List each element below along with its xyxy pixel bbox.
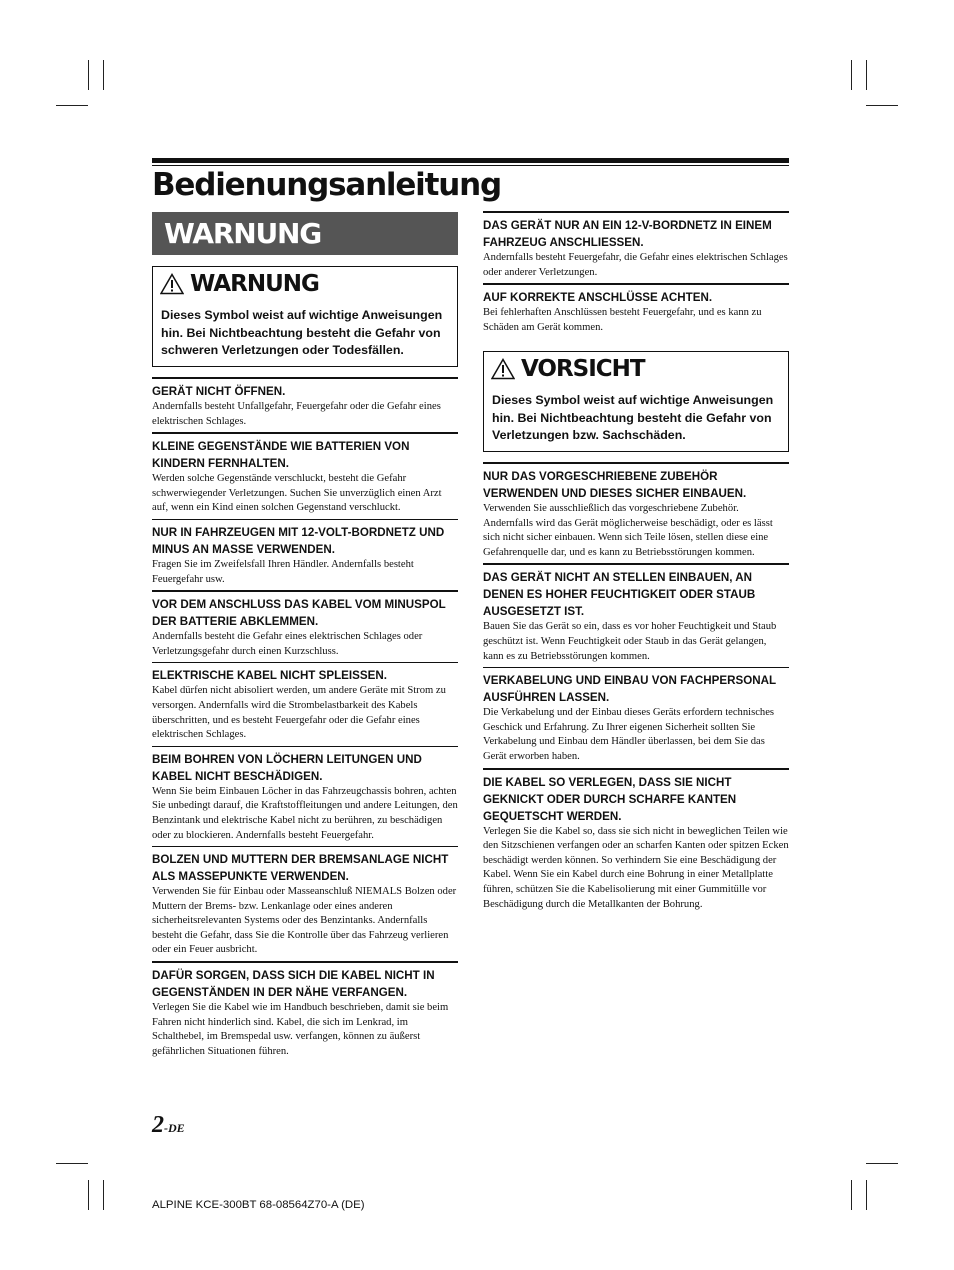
warning-section [483,667,789,764]
crop-mark [88,60,89,90]
section-heading: DAFÜR SORGEN, DASS SICH DIE KABEL NICHT IN GEGENSTÄNDEN IN DER NÄHE VERFANGEN. [152,969,435,1000]
section-body: Verwenden Sie für Einbau oder Masseanschluß NIEMALS Bolzen oder Muttern der Brems- bzw. Lenkanlage oder eines anderen sicherheitsrelevanten Systems oder des Benzintanks. Andernfalls besteht die Gefahr, dass Sie die Kontrolle über das Fahrzeug verlieren oder ein Feuer ausbricht. [152,886,457,956]
left-column [152,377,458,1062]
section-body: Kabel dürfen nicht abisoliert werden, um andere Geräte mit Strom zu versorgen. Andernfalls wird die Strombelastbarkeit des Kabels überschritten, und es besteht Feuergefahr oder die Gefahr eines elektrischen Schlages. [152,685,446,741]
section-body: Verwenden Sie ausschließlich das vorgeschriebene Zubehör. Andernfalls wird das Gerät möglicherweise beschädigt, oder es lässt sich nicht sicher einbauen. Wenn sich Teile lösen, stellen diese eine Gefahrenquelle dar, und es kann zu Betriebsstörungen kommen. [483,503,773,558]
crop-mark [866,105,898,106]
section-body: Bei fehlerhaften Anschlüssen besteht Feuergefahr, und es kann zu Schäden am Gerät kommen. [483,307,762,333]
section-body: Werden solche Gegenstände verschluckt, besteht die Gefahr schwerwiegender Verletzungen. Suchen Sie unverzüglich einen Arzt auf, wenn ein Kind einen solchen Gegenstand verschluckt. [152,473,442,514]
warning-section [483,211,789,280]
crop-mark [866,1180,867,1210]
caution-box [483,351,789,452]
page-number-value: 2 [152,1112,164,1138]
section-heading: BEIM BOHREN VON LÖCHERN LEITUNGEN UND KABEL NICHT BESCHÄDIGEN. [152,752,422,783]
warning-section [152,961,458,1059]
right-column-bottom [483,462,789,915]
warning-box-text: Dieses Symbol weist auf wichtige Anweisungen hin. Bei Nichtbeachtung besteht die Gefahr von schweren Verletzungen oder Todesfällen. [161,308,443,357]
section-heading: NUR DAS VORGESCHRIEBENE ZUBEHÖR VERWENDEN UND DIESES SICHER EINBAUEN. [483,470,747,500]
caution-box-text: Dieses Symbol weist auf wichtige Anweisungen hin. Bei Nichtbeachtung besteht die Gefahr von Verletzungen bzw. Sachschäden. [492,393,774,442]
section-body: Bauen Sie das Gerät so ein, dass es vor hoher Feuchtigkeit und Staub geschützt ist. Wenn Feuchtigkeit oder Staub in das Gerät gelangen, kann es zu Betriebsstörungen kommen. [483,621,777,662]
section-heading: VERKABELUNG UND EINBAU VON FACHPERSONAL AUSFÜHREN LASSEN. [483,674,776,705]
footer-model-code: ALPINE KCE-300BT 68-08564Z70-A (DE) [152,1199,365,1211]
warning-banner: WARNUNG [152,212,458,255]
warning-section [152,846,458,958]
right-column-top [483,211,789,338]
caution-box-title: VORSICHT [521,356,645,382]
section-body: Andernfalls besteht Feuergefahr, die Gefahr eines elektrischen Schlages oder anderer Verletzungen. [483,252,788,278]
page-title-text: Bedienungsanleitung [152,167,501,203]
warning-section [152,746,458,843]
section-heading: VOR DEM ANSCHLUSS DAS KABEL VOM MINUSPOL DER BATTERIE ABKLEMMEN. [152,598,446,629]
caution-box-header [484,352,788,386]
section-heading: NUR IN FAHRZEUGEN MIT 12-VOLT-BORDNETZ UND MINUS AN MASSE VERWENDEN. [152,525,445,556]
crop-mark [851,60,852,90]
section-heading: BOLZEN UND MUTTERN DER BREMSANLAGE NICHT ALS MASSEPUNKTE VERWENDEN. [152,853,449,884]
crop-mark [103,60,104,90]
warning-section [483,462,789,560]
crop-mark [103,1180,104,1210]
section-body: Die Verkabelung und der Einbau dieses Geräts erfordern technisches Geschick und Erfahrung. Zu Ihrer eigenen Sicherheit sollten Sie Verkabelung und Einbau dem Händler überlassen, bei dem Sie das Gerät erworben haben. [483,707,775,762]
warning-box-header [153,267,457,301]
crop-mark [851,1180,852,1210]
warning-triangle-icon [491,358,515,380]
section-heading: AUF KORREKTE ANSCHLÜSSE ACHTEN. [483,291,713,305]
crop-mark [56,105,88,106]
section-body: Andernfalls besteht Unfallgefahr, Feuergefahr oder die Gefahr eines elektrischen Schlages. [152,401,441,427]
section-heading: GERÄT NICHT ÖFFNEN. [152,385,286,398]
section-body: Wenn Sie beim Einbauen Löcher in das Fahrzeugchassis bohren, achten Sie unbedingt darauf, die Kraftstoffleitungen und andere Leitungen, den Benzintank und elektrische Kabel nicht zu berühren, zu beschädigen oder zu blockieren. Andernfalls besteht Feuergefahr. [152,785,458,841]
crop-mark [88,1180,89,1210]
warning-section [483,283,789,335]
section-heading: KLEINE GEGENSTÄNDE WIE BATTERIEN VON KINDERN FERNHALTEN. [152,440,410,471]
warning-section [152,432,458,516]
page-number-suffix: -DE [164,1121,185,1135]
warning-box [152,266,458,367]
section-body: Verlegen Sie die Kabel so, dass sie sich nicht in beweglichen Teilen wie den Sitzschienen verfangen oder an scharfen Kanten oder spitzen Ecken beschädigt werden können. So verhindern Sie eine Beschädigung der Kabel. Wenn Sie ein Kabel durch eine Bohrung in einer Metallplatte führen, schützen Sie die Kabelisolierung mit einer Gummitülle vor Beschädigung durch die Metallkanten der Bohrung. [483,825,789,910]
warning-section [152,662,458,742]
section-body: Verlegen Sie die Kabel wie im Handbuch beschrieben, damit sie beim Fahren nicht hinderlich sind. Kabel, die sich im Lenkrad, im Schalthebel, im Bremspedal usw. verfangen, können zu äußerst gefährlichen Situationen führen. [152,1002,449,1057]
section-heading: DIE KABEL SO VERLEGEN, DASS SIE NICHT GEKNICKT ODER DURCH SCHARFE KANTEN GEQUETSCHT WERDEN. [483,775,737,823]
section-heading: DAS GERÄT NICHT AN STELLEN EINBAUEN, AN DENEN ES HOHER FEUCHTIGKEIT ODER STAUB AUSGESETZT IST. [483,571,756,619]
section-heading: DAS GERÄT NUR AN EIN 12-V-BORDNETZ IN EINEM FAHRZEUG ANSCHLIESSEN. [483,219,772,249]
crop-mark [56,1163,88,1164]
warning-box-title: WARNUNG [190,271,319,297]
warning-section [152,590,458,659]
page-number [152,1112,185,1139]
warning-section [483,563,789,664]
crop-mark [866,1163,898,1164]
warning-section [483,768,789,913]
page-title [152,158,789,209]
section-body: Fragen Sie im Zweifelsfall Ihren Händler. Andernfalls besteht Feuergefahr usw. [152,558,414,585]
section-heading: ELEKTRISCHE KABEL NICHT SPLEISSEN. [152,669,387,683]
crop-mark [866,60,867,90]
warning-section [152,519,458,587]
section-body: Andernfalls besteht die Gefahr eines elektrischen Schlages oder Verletzungsgefahr durch einen Kurzschluss. [152,631,423,657]
warning-triangle-icon [160,273,184,295]
warning-section [152,377,458,429]
